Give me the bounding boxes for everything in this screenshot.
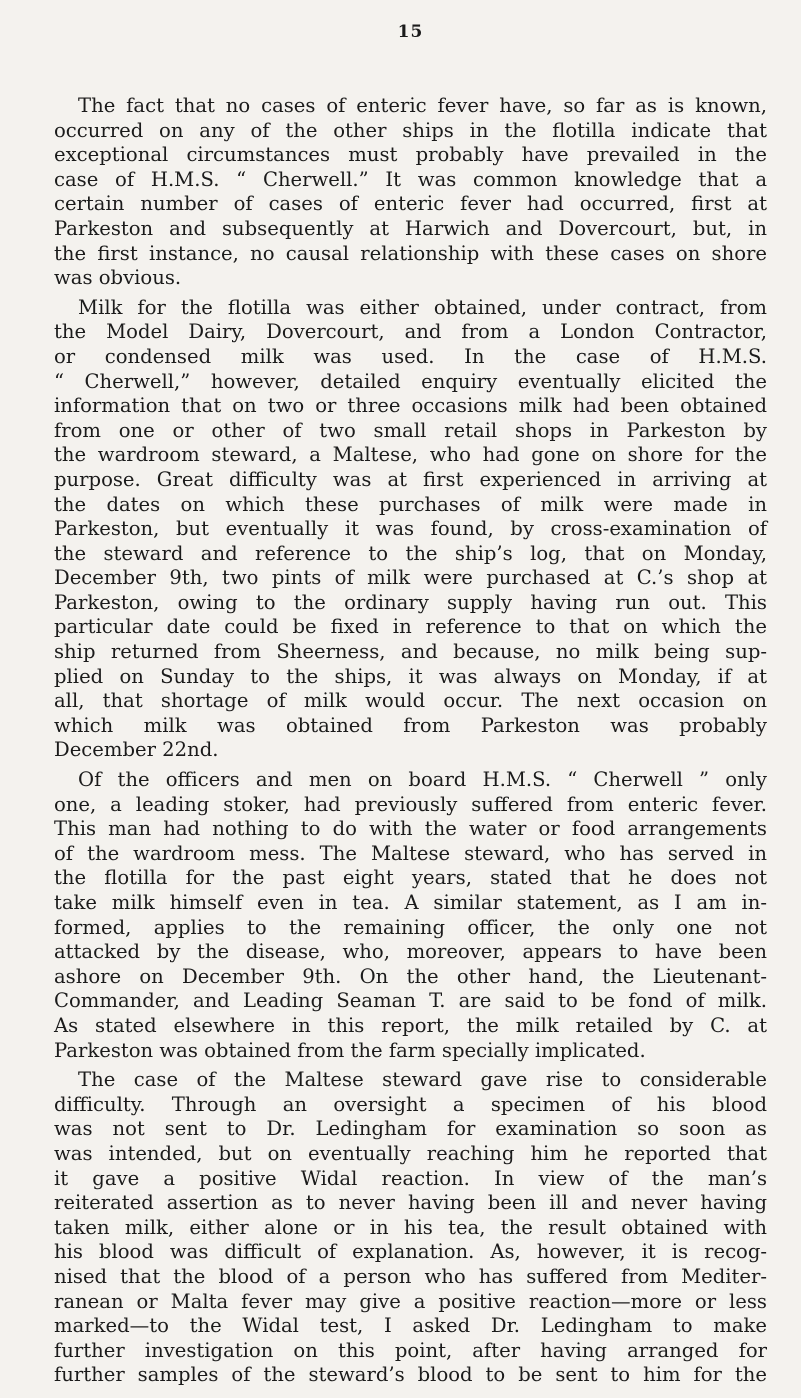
text-line: case of H.M.S. “ Cherwell.” It was common knowledge that a (54, 167, 767, 191)
text-line: December 9th, two pints of milk were purchased at C.’s shop at (54, 566, 767, 590)
text-line: Parkeston was obtained from the farm specially implicated. (54, 1038, 646, 1062)
text-line: it gave a positive Widal reaction. In view of the man’s (54, 1166, 767, 1190)
text-line: the steward and reference to the ship’s log, that on Monday, (54, 541, 767, 565)
text-line: occurred on any of the other ships in the flotilla indicate that (54, 118, 767, 142)
text-line: Parkeston and subsequently at Harwich and Dovercourt, but, in (54, 216, 767, 240)
text-line: his blood was difficult of explanation. As, however, it is recog- (54, 1240, 767, 1264)
paragraph (54, 94, 767, 291)
text-line: take milk himself even in tea. A similar statement, as I am in- (54, 891, 767, 914)
text-line: This man had nothing to do with the water or food arrangements (54, 817, 767, 841)
text-line: ship returned from Sheerness, and because, no milk being sup- (54, 640, 767, 664)
text-line: the first instance, no causal relationship with these cases on shore (54, 241, 767, 265)
text-line: attacked by the disease, who, moreover, appears to have been (54, 940, 767, 964)
text-line: Milk for the flotilla was either obtained, under contract, from (78, 295, 767, 319)
text-line: Of the officers and men on board H.M.S. “ Cherwell ” only (78, 768, 767, 792)
text-line: reiterated assertion as to never having been ill and never having (54, 1191, 767, 1215)
text-line: The fact that no cases of enteric fever have, so far as is known, (78, 94, 767, 117)
text-line: or condensed milk was used. In the case of H.M.S. (54, 344, 767, 368)
text-line: the wardroom steward, a Maltese, who had gone on shore for the (54, 443, 767, 467)
text-line: difficulty. Through an oversight a specimen of his blood (54, 1092, 767, 1116)
text-line: As stated elsewhere in this report, the milk retailed by C. at (54, 1013, 767, 1037)
text-line: ashore on December 9th. On the other hand, the Lieutenant- (54, 964, 767, 988)
text-line: “ Cherwell,” however, detailed enquiry eventually elicited the (54, 369, 767, 393)
text-line: certain number of cases of enteric fever had occurred, first at (54, 192, 767, 216)
text-line: was not sent to Dr. Ledingham for examination so soon as (54, 1117, 767, 1141)
paragraph (54, 768, 767, 1063)
text-line: the Model Dairy, Dovercourt, and from a London Contractor, (54, 320, 767, 344)
text-line: which milk was obtained from Parkeston was probably (54, 713, 767, 737)
text-line: plied on Sunday to the ships, it was always on Monday, if at (54, 664, 767, 688)
text-line: all, that shortage of milk would occur. The next occasion on (54, 689, 767, 713)
body-text (54, 94, 767, 1388)
text-line: marked—to the Widal test, I asked Dr. Ledingham to make (54, 1314, 767, 1338)
text-line: further investigation on this point, after having arranged for (54, 1338, 767, 1362)
text-line: information that on two or three occasions milk had been obtained (54, 394, 767, 418)
text-line: exceptional circumstances must probably have prevailed in the (54, 143, 767, 167)
text-line: December 22nd. (54, 738, 219, 762)
text-line: particular date could be fixed in reference to that on which the (54, 615, 767, 639)
text-line: further samples of the steward’s blood to be sent to him for the (54, 1363, 767, 1387)
paragraph (54, 296, 767, 763)
text-line: ranean or Malta fever may give a positive reaction—more or less (54, 1289, 767, 1313)
text-line: from one or other of two small retail shops in Parkeston by (54, 418, 767, 442)
text-line: Commander, and Leading Seaman T. are said to be fond of milk. (54, 989, 767, 1013)
text-line: the flotilla for the past eight years, stated that he does not (54, 866, 767, 890)
text-line: purpose. Great difficulty was at first experienced in arriving at (54, 467, 767, 491)
text-line: one, a leading stoker, had previously suffered from enteric fever. (54, 792, 767, 816)
page-number: 15 (397, 22, 424, 42)
text-line: Parkeston, but eventually it was found, by cross-examination of (54, 517, 767, 541)
text-line: Parkeston, owing to the ordinary supply having run out. This (54, 590, 767, 614)
text-line: The case of the Maltese steward gave rise to considerable (78, 1068, 767, 1092)
text-line: taken milk, either alone or in his tea, the result obtained with (54, 1215, 767, 1239)
text-line: nised that the blood of a person who has suffered from Mediter- (54, 1264, 767, 1288)
text-line: was intended, but on eventually reaching him he reported that (54, 1141, 767, 1165)
paragraph (54, 1068, 767, 1388)
text-line: of the wardroom mess. The Maltese steward, who has served in (54, 841, 767, 865)
text-line: the dates on which these purchases of milk were made in (54, 492, 767, 516)
text-line: formed, applies to the remaining officer, the only one not (54, 915, 767, 939)
text-line: was obvious. (54, 266, 182, 290)
